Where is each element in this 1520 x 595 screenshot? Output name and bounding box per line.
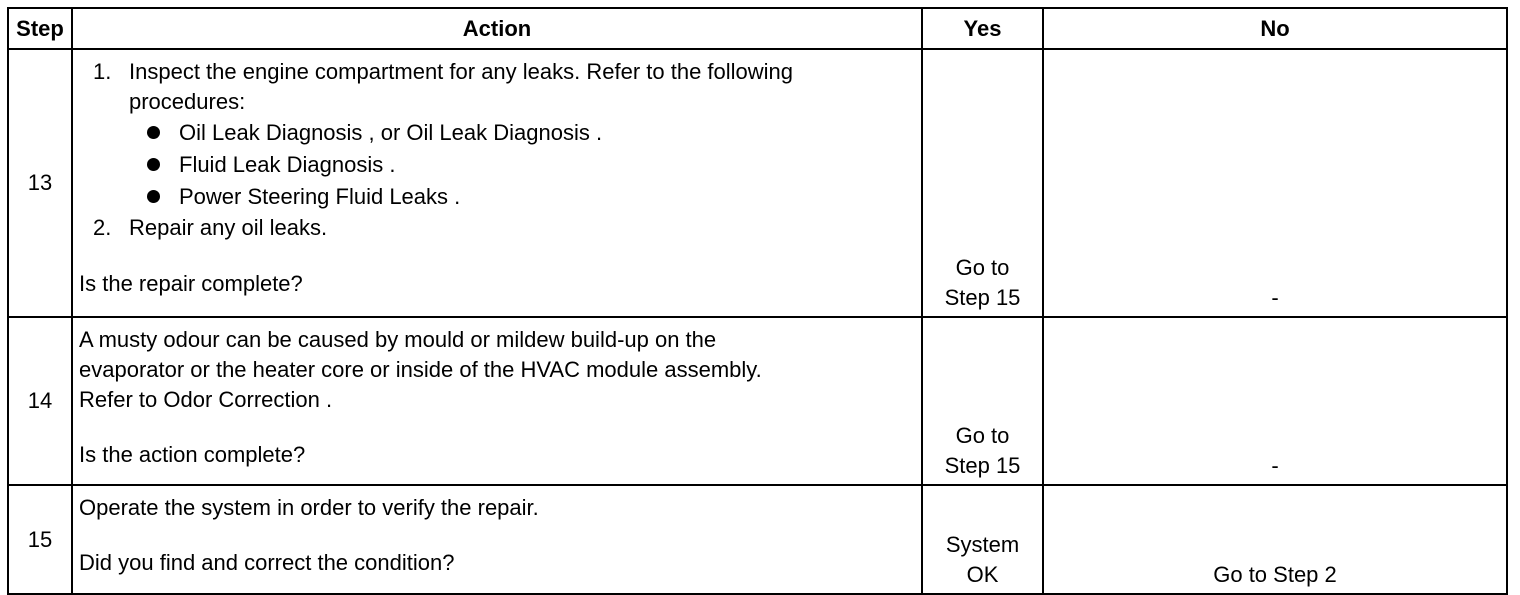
yes-line: Go to <box>955 423 1010 448</box>
procedure-link[interactable]: Fluid Leak Diagnosis . <box>179 152 396 177</box>
action-line: Operate the system in order to verify the repair. <box>79 495 539 520</box>
bullet-item <box>79 149 915 181</box>
question-text: Is the action complete? <box>79 442 306 467</box>
no-cell[interactable]: Go to Step 2 <box>1043 485 1507 594</box>
table-row <box>8 49 1507 317</box>
procedure-link[interactable]: Power Steering Fluid Leaks . <box>179 184 461 209</box>
step-number: 13 <box>8 49 72 317</box>
step-number: 15 <box>8 485 72 594</box>
bullet-icon <box>147 190 160 203</box>
header-action: Action <box>72 8 922 49</box>
bullet-icon <box>147 126 160 139</box>
item-text: Inspect the engine compartment for any leaks. Refer to the following procedures: <box>129 59 794 114</box>
yes-line: OK <box>966 562 999 587</box>
header-row <box>8 8 1507 49</box>
bullet-icon <box>147 158 160 171</box>
question-text: Is the repair complete? <box>79 271 303 296</box>
bullet-item <box>79 181 915 213</box>
procedure-link[interactable]: Oil Leak Diagnosis , or Oil Leak Diagnosis . <box>179 120 603 145</box>
no-cell: - <box>1043 317 1507 485</box>
item-number: 1. <box>93 59 112 84</box>
numbered-item <box>79 57 915 117</box>
action-line: evaporator or the heater core or inside of the HVAC module assembly. <box>79 357 762 382</box>
table-row <box>8 485 1507 594</box>
no-cell: - <box>1043 49 1507 317</box>
question-text: Did you find and correct the condition? <box>79 550 455 575</box>
yes-line: Step 15 <box>944 453 1021 478</box>
action-line: A musty odour can be caused by mould or mildew build-up on the <box>79 327 717 352</box>
diagnostic-table <box>7 7 1508 595</box>
action-cell <box>72 317 922 485</box>
bullet-item <box>79 117 915 149</box>
yes-cell[interactable] <box>922 317 1043 485</box>
yes-cell <box>922 485 1043 594</box>
action-cell <box>72 49 922 317</box>
numbered-item <box>79 213 915 243</box>
item-text: Repair any oil leaks. <box>129 215 328 240</box>
action-line[interactable]: Refer to Odor Correction . <box>79 387 333 412</box>
step-number: 14 <box>8 317 72 485</box>
header-yes: Yes <box>922 8 1043 49</box>
yes-cell[interactable] <box>922 49 1043 317</box>
yes-line: System <box>945 532 1020 557</box>
header-no: No <box>1043 8 1507 49</box>
yes-line: Go to <box>955 255 1010 280</box>
table-row <box>8 317 1507 485</box>
yes-line: Step 15 <box>944 285 1021 310</box>
item-number: 2. <box>93 215 112 240</box>
action-cell <box>72 485 922 594</box>
header-step: Step <box>8 8 72 49</box>
